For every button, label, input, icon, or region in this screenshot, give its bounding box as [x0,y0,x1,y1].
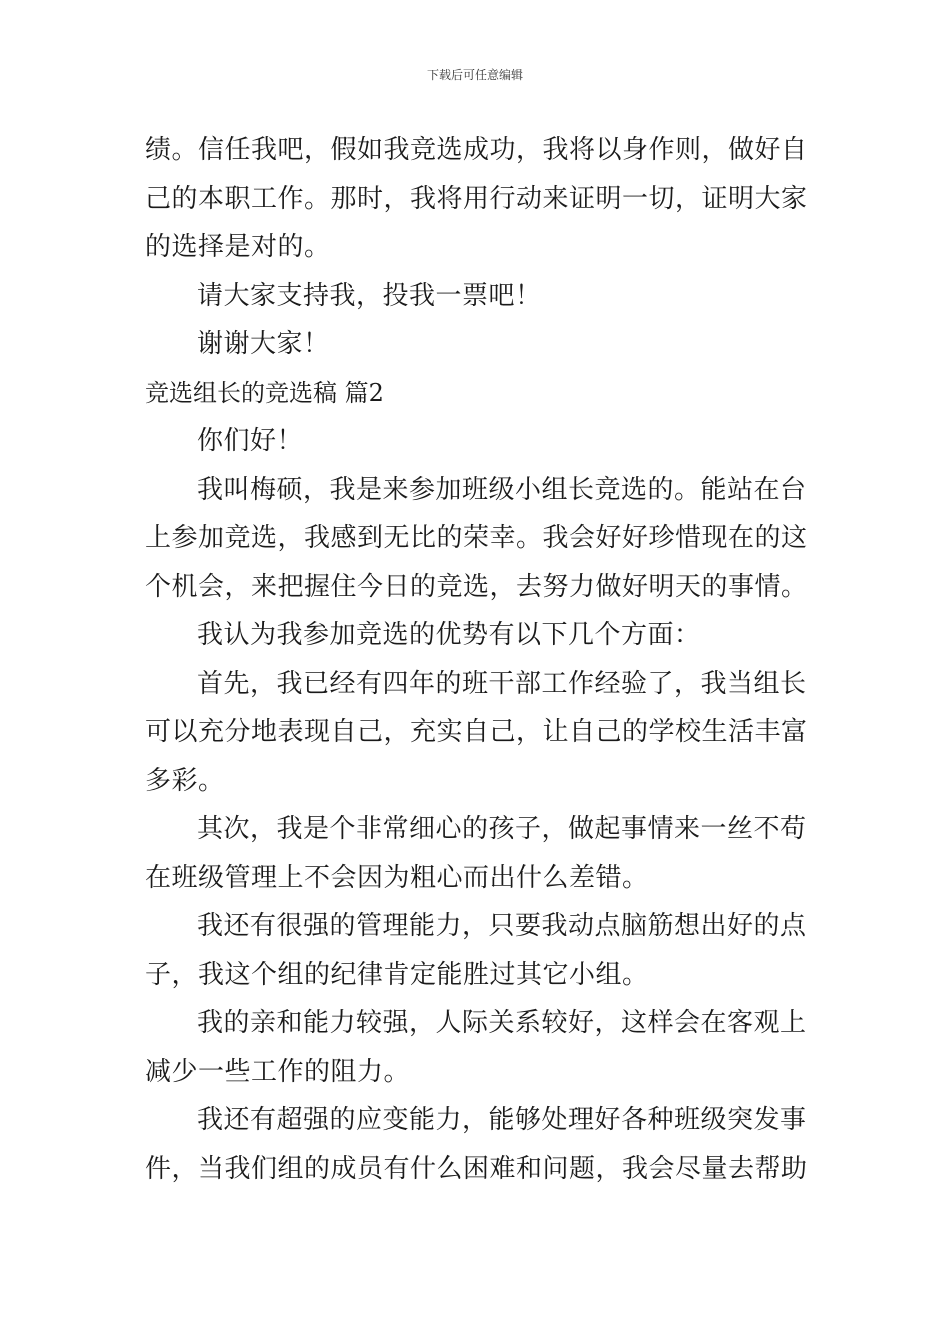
text-line: 减少一些工作的阻力。 [145,1056,411,1087]
text-line: 谢谢大家！ [197,329,330,359]
text-line: 多彩。 [145,765,225,796]
text-line: 首先，我已经有四年的班干部工作经验了，我当组长 [197,668,807,699]
text-line: 其次，我是个非常细心的孩子，做起事情来一丝不苟 [197,814,807,844]
text-line: 绩。信任我吧，假如我竞选成功，我将以身作则，做好自 [145,135,808,165]
text-line: 我还有超强的应变能力，能够处理好各种班级突发事 [197,1105,807,1135]
text-line: 件，当我们组的成员有什么困难和问题，我会尽量去帮助 [145,1153,808,1184]
text-line: 在班级管理上不会因为粗心而出什么差错。 [145,862,649,893]
section-title: 竞选组长的竞选稿 篇2 [145,378,384,407]
page-header: 下载后可任意编辑 [426,68,523,82]
text-line: 个机会，来把握住今日的竞选，去努力做好明天的事情。 [145,571,808,602]
text-line: 可以充分地表现自己，充实自己，让自己的学校生活丰富 [145,717,808,747]
text-line: 我还有很强的管理能力，只要我动点脑筋想出好的点 [197,911,807,941]
text-line: 请大家支持我，投我一票吧！ [197,280,542,311]
text-line: 己的本职工作。那时，我将用行动来证明一切，证明大家 [145,183,808,214]
text-line: 上参加竞选，我感到无比的荣幸。我会好好珍惜现在的这 [145,523,808,553]
text-line: 我叫梅硕，我是来参加班级小组长竞选的。能站在台 [197,474,807,505]
document-body [145,126,807,1193]
text-line: 你们好！ [197,426,304,456]
text-line: 我的亲和能力较强，人际关系较好，这样会在客观上 [197,1008,807,1038]
text-line: 的选择是对的。 [145,232,331,262]
text-line: 子，我这个组的纪律肯定能胜过其它小组。 [145,959,649,990]
text-line: 我认为我参加竞选的优势有以下几个方面： [197,620,701,650]
